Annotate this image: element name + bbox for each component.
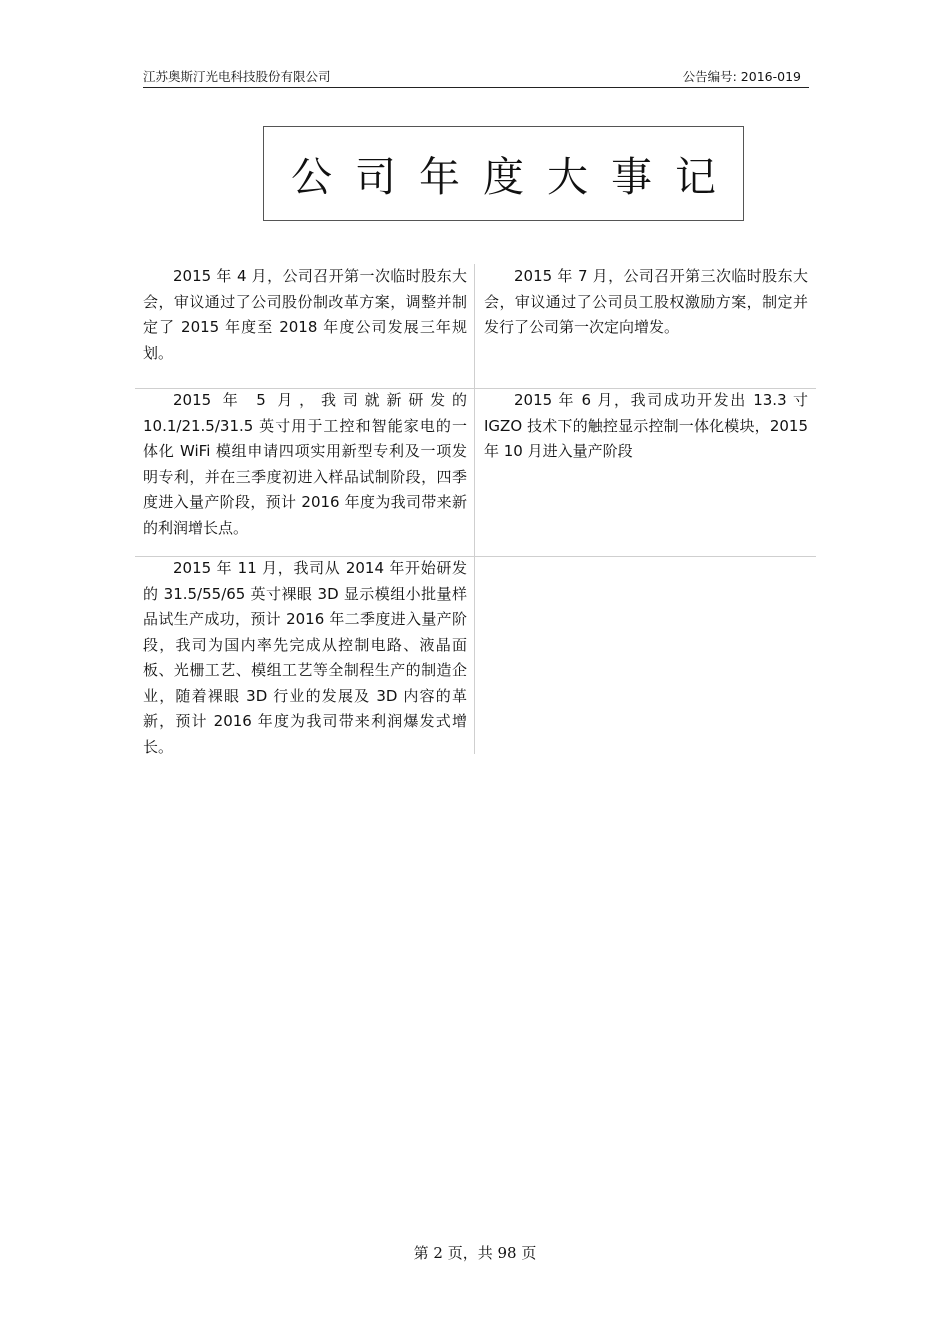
- page-title: 公司年度大事记: [291, 153, 739, 201]
- event-cell: 2015 年 11 月，我司从 2014 年开始研发的 31.5/55/65 英寸裸眼 3D 显示模组小批量样品试生产成功，预计 2016 年二季度进入量产阶段，我司为国内率先完成从控制电路、液晶面板、光栅工艺、模组工艺等全制程生产的制造企业，随着裸眼 3D 行业的发展及 3D 内容的革新，预计 2016 年度为我司带来利润爆发式增长。: [143, 559, 467, 756]
- company-name: 江苏奥斯汀光电科技股份有限公司: [143, 69, 331, 84]
- title-box: [263, 126, 744, 221]
- event-cell: 2015 年 5 月，我司就新研发的 10.1/21.5/31.5 英寸用于工控和智能家电的一体化 WiFi 模组申请四项实用新型专利及一项发明专利，并在三季度初进入样品试制阶段，四季度进入量产阶段，预计 2016 年度为我司带来新的利润增长点。: [143, 391, 467, 537]
- page-header: [143, 66, 809, 88]
- event-cell: 2015 年 7 月，公司召开第三次临时股东大会，审议通过了公司员工股权激励方案，制定并发行了公司第一次定向增发。: [484, 267, 808, 336]
- page-footer: 第 2 页，共 98 页: [413, 1244, 537, 1262]
- column-divider: [474, 264, 475, 754]
- event-cell: 2015 年 4 月，公司召开第一次临时股东大会，审议通过了公司股份制改革方案，调整并制定了 2015 年度至 2018 年度公司发展三年规划。: [143, 267, 467, 362]
- event-cell: 2015 年 6 月，我司成功开发出 13.3 寸 IGZO 技术下的触控显示控制一体化模块，2015 年 10 月进入量产阶段: [484, 391, 808, 460]
- notice-number: 公告编号: 2016-019: [682, 69, 801, 84]
